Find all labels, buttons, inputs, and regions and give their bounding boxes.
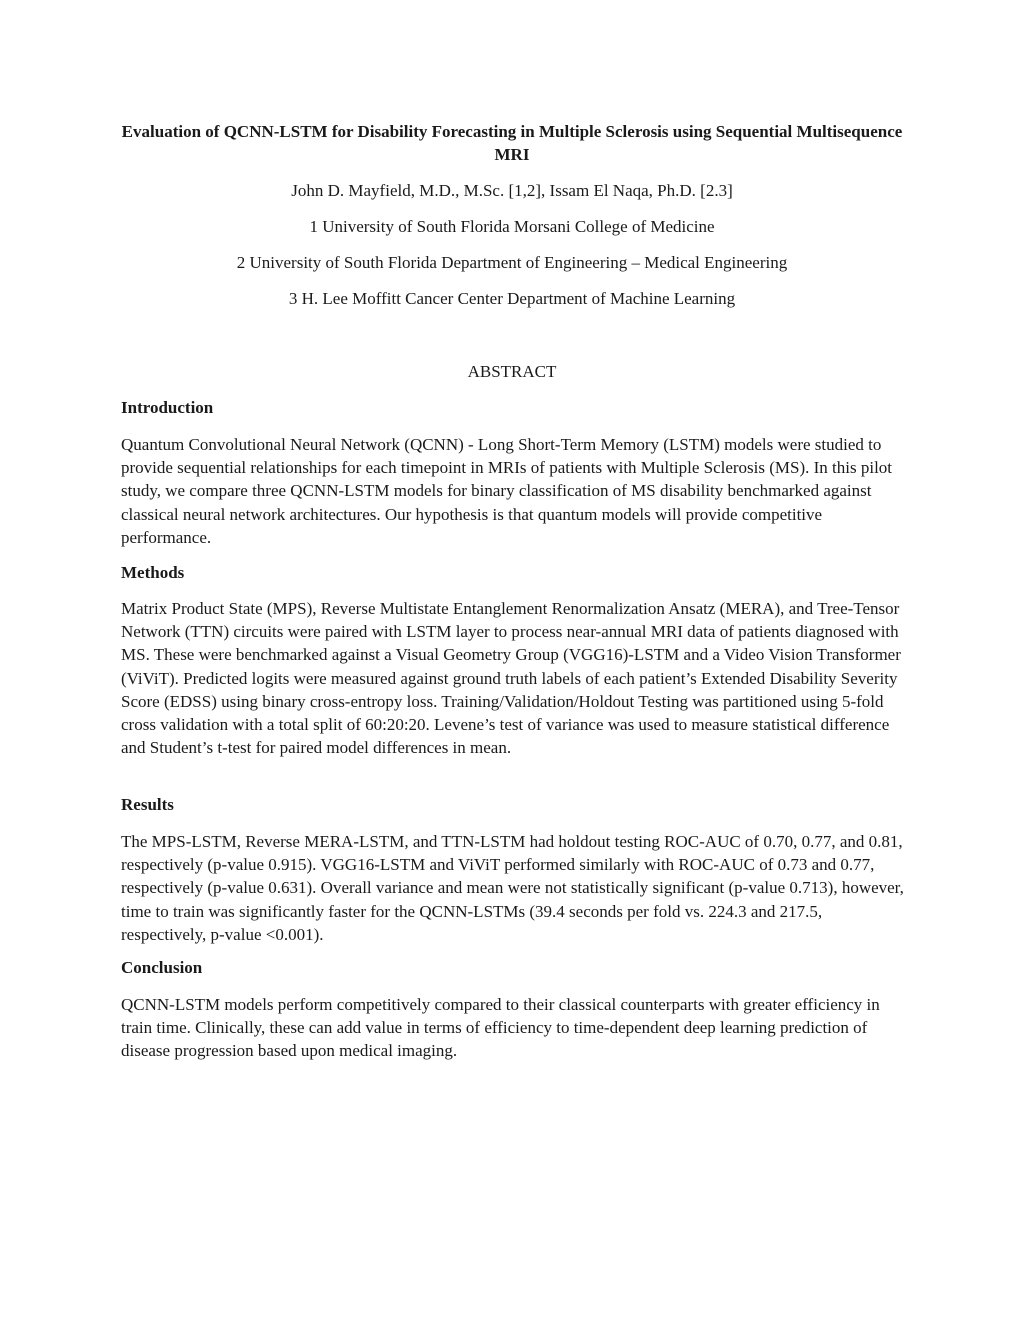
conclusion-heading: Conclusion — [121, 958, 203, 977]
results-body: The MPS-LSTM, Reverse MERA-LSTM, and TTN-LSTM had holdout testing ROC-AUC of 0.70, 0.77, and 0.81, respectively (p-value 0.915). VGG16-LSTM and ViViT performed similarly with ROC-AUC of 0.73 and 0.77, respectively (p-value 0.631). Overall variance and mean were not statistically significant (p-value 0.713), however, time to train was significantly faster for the QCNN-LSTMs (39.4 seconds per fold vs. 224.3 and 217.5, respectively, p-value <0.001). — [121, 832, 904, 944]
abstract-heading: ABSTRACT — [467, 362, 557, 381]
introduction-heading: Introduction — [121, 398, 214, 417]
affiliation-3: 3 H. Lee Moffitt Cancer Center Department of Machine Learning — [288, 289, 736, 308]
author-list: John D. Mayfield, M.D., M.Sc. [1,2], Issam El Naqa, Ph.D. [2.3] — [291, 181, 733, 200]
methods-heading: Methods — [121, 563, 185, 582]
affiliation-1: 1 University of South Florida Morsani College of Medicine — [309, 217, 715, 236]
results-heading: Results — [121, 795, 174, 814]
methods-body: Matrix Product State (MPS), Reverse Multistate Entanglement Renormalization Ansatz (MERA), and Tree-Tensor Network (TTN) circuits were paired with LSTM layer to process near-annual MRI data of patients diagnosed with MS. These were benchmarked against a Visual Geometry Group (VGG16)-LSTM and a Video Vision Transformer (ViViT). Predicted logits were measured against ground truth labels of each patient’s Extended Disability Severity Score (EDSS) using binary cross-entropy loss. Training/Validation/Holdout Testing was partitioned using 5-fold cross validation with a total split of 60:20:20. Levene’s test of variance was used to measure statistical difference and Student’s t-test for paired model differences in mean. — [121, 599, 901, 758]
paper-title: Evaluation of QCNN-LSTM for Disability Forecasting in Multiple Sclerosis using Sequential Multisequence MRI — [121, 122, 903, 164]
conclusion-body: QCNN-LSTM models perform competitively compared to their classical counterparts with greater efficiency in train time. Clinically, these can add value in terms of efficiency to time-dependent deep learning prediction of disease progression based upon medical imaging. — [121, 995, 880, 1061]
introduction-body: Quantum Convolutional Neural Network (QCNN) - Long Short-Term Memory (LSTM) models were studied to provide sequential relationships for each timepoint in MRIs of patients with Multiple Sclerosis (MS). In this pilot study, we compare three QCNN-LSTM models for binary classification of MS disability benchmarked against classical neural network architectures. Our hypothesis is that quantum models will provide competitive performance. — [121, 435, 893, 547]
affiliation-2: 2 University of South Florida Department of Engineering – Medical Engineering — [236, 253, 788, 272]
